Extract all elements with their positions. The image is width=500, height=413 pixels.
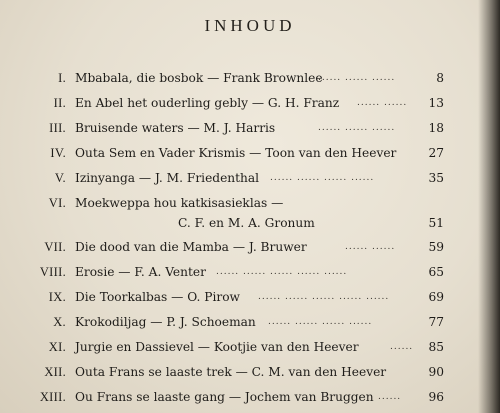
page-number: 8 xyxy=(436,71,444,85)
table-of-contents xyxy=(0,66,500,410)
dot-leader: ...... ...... ...... ...... ...... xyxy=(258,292,390,302)
page-number: 65 xyxy=(428,265,444,279)
dot-leader: ...... ...... ...... xyxy=(318,123,396,133)
entry-number: X. xyxy=(53,315,66,329)
page-number: 69 xyxy=(428,290,444,304)
entry-title: Jurgie en Dassievel — Kootjie van den Heever xyxy=(75,340,359,354)
page-heading: INHOUD xyxy=(204,16,296,35)
entry-title: Die dood van die Mamba — J. Bruwer xyxy=(75,240,307,254)
toc-entry xyxy=(0,116,500,141)
entry-title: Izinyanga — J. M. Friedenthal xyxy=(75,171,260,185)
entry-title-continued: C. F. en M. A. Gronum xyxy=(178,216,315,230)
entry-title: Outa Sem en Vader Krismis — Toon van den Heever xyxy=(75,146,397,160)
page-number: 51 xyxy=(428,216,444,230)
dot-leader: ...... ...... ...... xyxy=(318,73,396,83)
entry-number: III. xyxy=(49,121,66,135)
entry-number: VI. xyxy=(48,196,66,210)
entry-number: XI. xyxy=(48,340,66,354)
page-number: 96 xyxy=(428,390,444,404)
toc-entry xyxy=(0,141,500,166)
page-number: 59 xyxy=(428,240,444,254)
dot-leader: ...... xyxy=(390,342,414,352)
page-number: 77 xyxy=(428,315,444,329)
entry-number: XII. xyxy=(44,365,66,379)
entry-title: Moekweppa hou katkisasieklas — xyxy=(75,196,284,210)
entry-number: II. xyxy=(53,96,66,110)
toc-entry xyxy=(0,335,500,360)
page-number: 90 xyxy=(428,365,444,379)
dot-leader: ...... ...... xyxy=(357,98,408,108)
toc-entry xyxy=(0,310,500,335)
entry-title: Mbabala, die bosbok — Frank Brownlee xyxy=(75,71,323,85)
entry-title: Erosie — F. A. Venter xyxy=(75,265,206,279)
entry-number: VII. xyxy=(44,240,66,254)
dot-leader: ...... xyxy=(378,392,402,402)
entry-title: Ou Frans se laaste gang — Jochem van Bruggen xyxy=(75,390,374,404)
entry-title: Bruisende waters — M. J. Harris xyxy=(75,121,276,135)
dot-leader: ...... ...... ...... ...... xyxy=(270,173,375,183)
entry-number: IV. xyxy=(50,146,66,160)
entry-number: VIII. xyxy=(39,265,66,279)
entry-title: En Abel het ouderling gebly — G. H. Franz xyxy=(75,96,340,110)
entry-number: V. xyxy=(54,171,66,185)
dot-leader: ...... ...... ...... ...... ...... xyxy=(216,267,348,277)
dot-leader: ...... ...... ...... ...... xyxy=(268,317,373,327)
dot-leader: ...... ...... xyxy=(345,242,396,252)
toc-entry xyxy=(0,66,500,91)
entry-number: I. xyxy=(58,71,66,85)
entry-title: Krokodiljag — P. J. Schoeman xyxy=(75,315,256,329)
page-number: 13 xyxy=(428,96,444,110)
toc-entry xyxy=(0,166,500,191)
page-number: 27 xyxy=(428,146,444,160)
page-number: 35 xyxy=(428,171,444,185)
entry-title: Outa Frans se laaste trek — C. M. van den Heever xyxy=(75,365,387,379)
page-number: 18 xyxy=(428,121,444,135)
entry-number: IX. xyxy=(48,290,66,304)
page-number: 85 xyxy=(428,340,444,354)
toc-entry xyxy=(0,360,500,385)
toc-entry xyxy=(0,285,500,310)
toc-entry xyxy=(0,235,500,260)
toc-entry xyxy=(0,91,500,116)
toc-entry xyxy=(0,260,500,285)
toc-entry xyxy=(0,385,500,410)
toc-entry xyxy=(0,191,500,235)
entry-title: Die Toorkalbas — O. Pirow xyxy=(75,290,240,304)
entry-number: XIII. xyxy=(39,390,66,404)
